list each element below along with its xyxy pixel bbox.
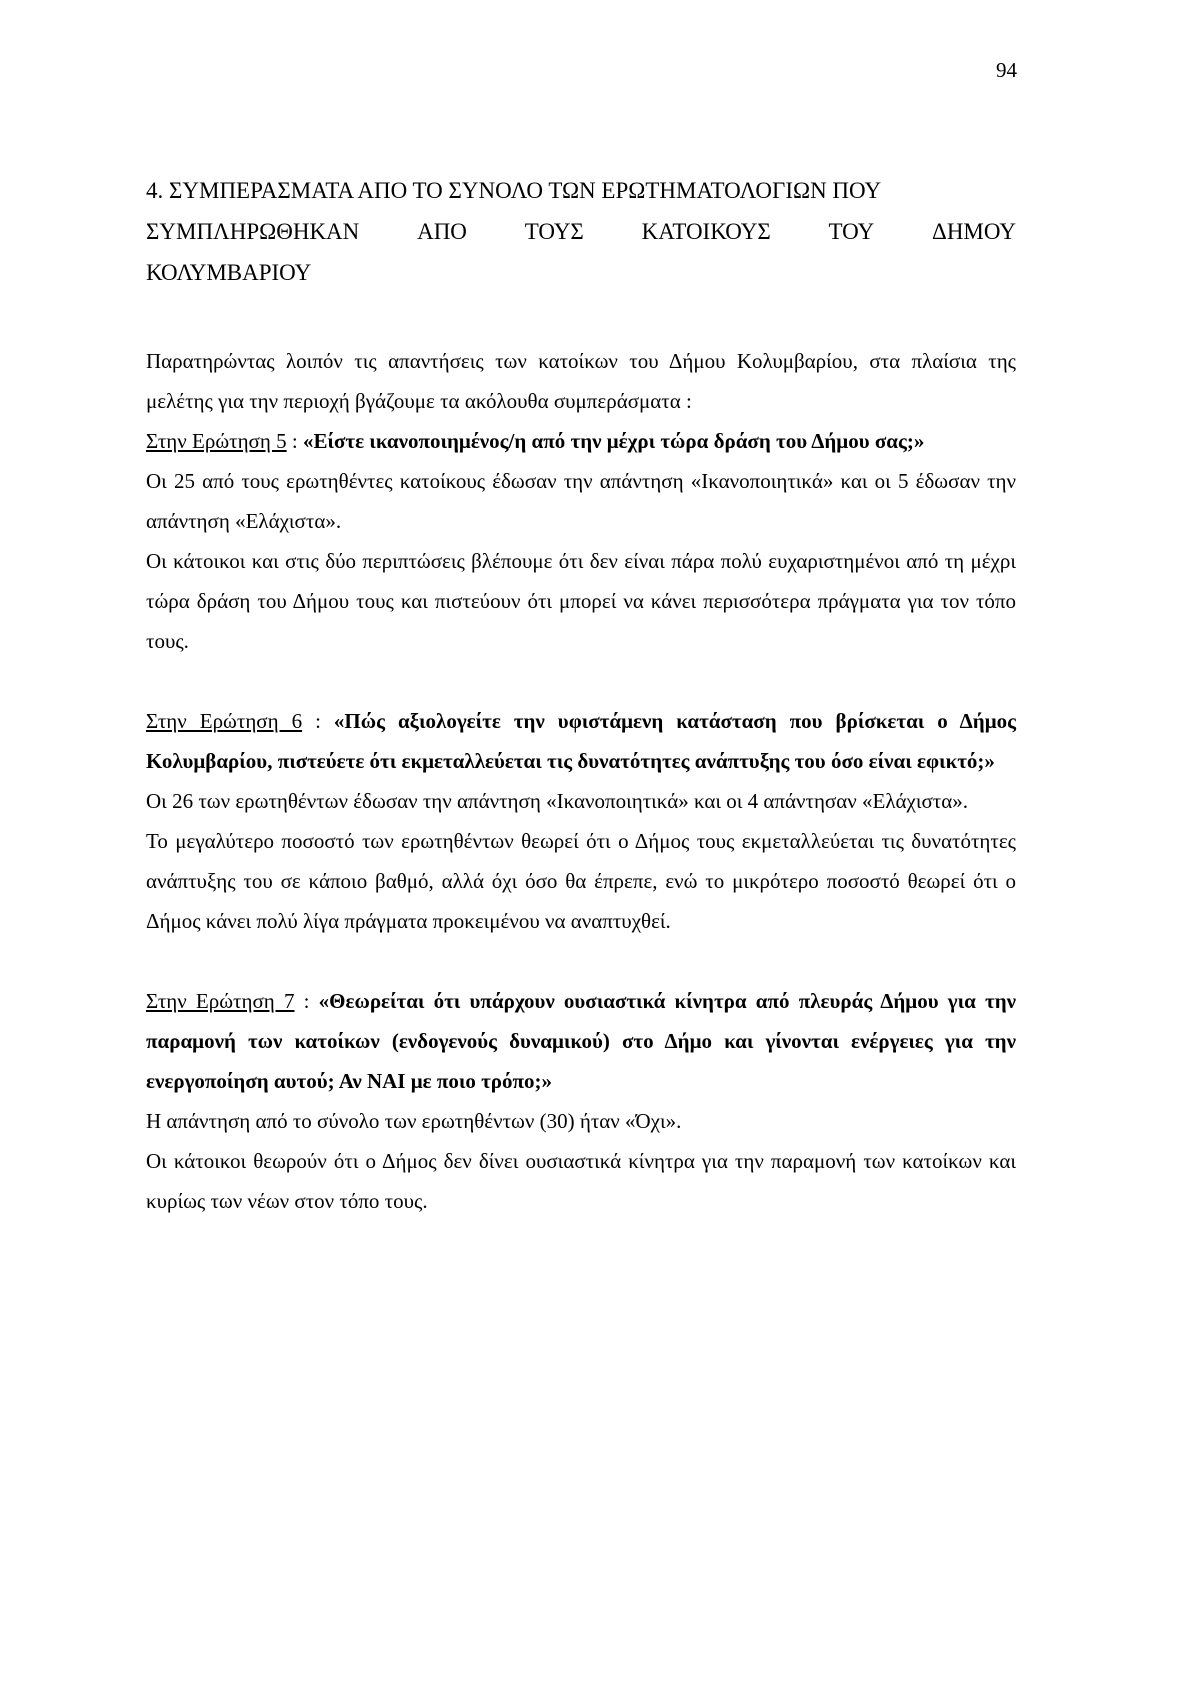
question-7-label: Στην Ερώτηση 7 — [146, 989, 295, 1013]
question-7-answer: Η απάντηση από το σύνολο των ερωτηθέντων (30) ήταν «Όχι». — [146, 1109, 682, 1133]
question-5-comment: Οι κάτοικοι και στις δύο περιπτώσεις βλέπουμε ότι δεν είναι πάρα πολύ ευχαριστημένοι από τη μέχρι τώρα δράση του Δήμου τους και πιστεύουν ότι μπορεί να κάνει περισσότερα πράγματα για τον τόπο τους. — [146, 549, 1016, 653]
question-5-answer: Οι 25 από τους ερωτηθέντες κατοίκους έδωσαν την απάντηση «Ικανοποιητικά» και οι 5 έδωσαν την απάντηση «Ελάχιστα». — [146, 469, 1016, 533]
heading-word: ΤΟΥ — [828, 219, 875, 244]
question-7-comment: Οι κάτοικοι θεωρούν ότι ο Δήμος δεν δίνει ουσιαστικά κίνητρα για την παραμονή των κατοίκων και κυρίως των νέων στον τόπο τους. — [146, 1149, 1016, 1213]
question-5-paragraph — [146, 421, 1016, 461]
section-heading-line-2 — [146, 211, 1016, 252]
page-number: 94 — [996, 58, 1017, 82]
section-heading — [146, 170, 1016, 293]
question-6-text: «Πώς αξιολογείτε την υφιστάμενη κατάσταση που βρίσκεται ο Δήμος Κολυμβαρίου, πιστεύετε ότι εκμεταλλεύεται τις δυνατότητες ανάπτυξης του όσο είναι εφικτό;» — [146, 709, 1016, 773]
heading-word: ΔΗΜΟΥ — [932, 219, 1016, 244]
question-6-label: Στην Ερώτηση 6 — [146, 709, 303, 733]
question-6-paragraph — [146, 701, 1016, 781]
question-6-answer: Οι 26 των ερωτηθέντων έδωσαν την απάντηση «Ικανοποιητικά» και οι 4 απάντησαν «Ελάχιστα». — [146, 789, 968, 813]
section-heading-line-3: ΚΟΛΥΜΒΑΡΙΟΥ — [146, 260, 312, 285]
heading-word: ΑΠΟ — [417, 219, 467, 244]
question-separator: : — [286, 429, 303, 453]
heading-word: ΚΑΤΟΙΚΟΥΣ — [641, 219, 771, 244]
intro-paragraph: Παρατηρώντας λοιπόν τις απαντήσεις των κατοίκων του Δήμου Κολυμβαρίου, στα πλαίσια της μελέτης για την περιοχή βγάζουμε τα ακόλουθα συμπεράσματα : — [146, 349, 1016, 413]
paragraph-gap — [146, 661, 1016, 701]
question-7-text: «Θεωρείται ότι υπάρχουν ουσιαστικά κίνητρα από πλευράς Δήμου για την παραμονή των κατοίκων (ενδογενούς δυναμικού) στο Δήμο και γίνονται ενέργειες για την ενεργοποίηση αυτού; Αν ΝΑΙ με ποιο τρόπο;» — [146, 989, 1016, 1093]
page-content — [146, 170, 1016, 1221]
heading-word: ΣΥΜΠΛΗΡΩΘΗΚΑΝ — [146, 219, 360, 244]
heading-word: ΤΟΥΣ — [524, 219, 584, 244]
question-5-label: Στην Ερώτηση 5 — [146, 429, 287, 453]
section-heading-line-1: 4. ΣΥΜΠΕΡΑΣΜΑΤΑ ΑΠΟ ΤΟ ΣΥΝΟΛΟ ΤΩΝ ΕΡΩΤΗΜΑΤΟΛΟΓΙΩΝ ΠΟΥ — [146, 178, 882, 203]
question-6-comment: Το μεγαλύτερο ποσοστό των ερωτηθέντων θεωρεί ότι ο Δήμος τους εκμεταλλεύεται τις δυνατότητες ανάπτυξης του σε κάποιο βαθμό, αλλά όχι όσο θα έπρεπε, ενώ το μικρότερο ποσοστό θεωρεί ότι ο Δήμος κάνει πολύ λίγα πράγματα προκειμένου να αναπτυχθεί. — [146, 829, 1016, 933]
paragraph-gap — [146, 941, 1016, 981]
question-separator: : — [294, 989, 319, 1013]
question-separator: : — [302, 709, 334, 733]
question-7-paragraph — [146, 981, 1016, 1101]
question-5-text: «Είστε ικανοποιημένος/η από την μέχρι τώρα δράση του Δήμου σας;» — [302, 429, 925, 453]
